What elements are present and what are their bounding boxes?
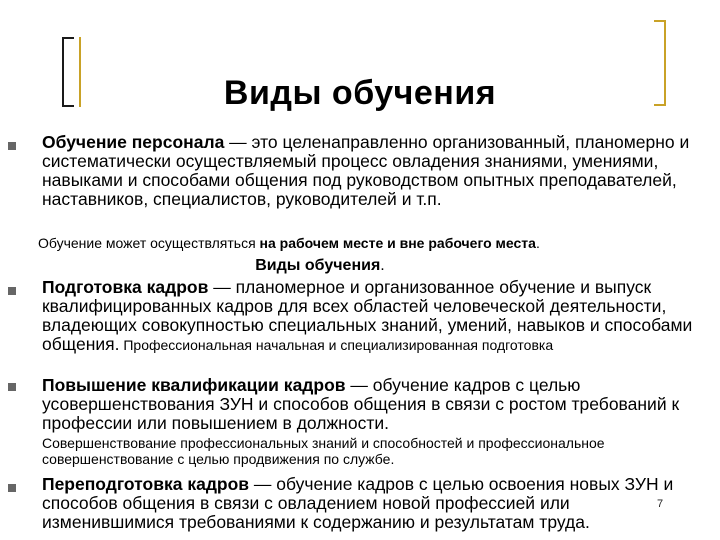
subheading-types: Виды обучения.: [255, 257, 385, 274]
definition-preparation: — планомерное и организованное обучение и выпуск квалифицированных кадров для всех областей человеческой деятельности, владеющих совокупностью специальных знаний, умений, навыков и способами общения.: [42, 277, 693, 354]
page-number: 7: [657, 498, 664, 510]
term-preparation: Подготовка кадров: [42, 277, 209, 297]
definition-training: — это целенаправленно организованный, планомерно и систематически осуществляемый процесс овладения знаниями, умениями, навыками и способами общения под руководством опытных преподавателей, наставников, специалистов, руководителей и т.п.: [42, 132, 690, 209]
right-bracket-decoration: [654, 20, 666, 106]
term-qualification: Повышение квалификации кадров: [42, 375, 346, 395]
left-gold-bar-decoration: [79, 37, 81, 107]
definition-qualification: — обучение кадров с целью усовершенствования ЗУН и способов общения в связи с ростом требований к профессии или повышением в должности.: [42, 375, 680, 433]
term-retraining: Переподготовка кадров: [42, 474, 250, 494]
bullet-square-icon: [8, 287, 16, 295]
note-preparation: Профессиональная начальная и специализированная подготовка: [119, 337, 554, 353]
note-training-places: Обучение может осуществляться на рабочем месте и вне рабочего места.: [38, 235, 540, 251]
left-bracket-decoration: [62, 37, 74, 107]
paragraph-training: [42, 133, 702, 209]
term-training: Обучение персонала: [42, 132, 225, 152]
bullet-square-icon: [8, 142, 16, 150]
note-qualification: Совершенствование профессиональных знаний и способностей и профессиональное совершенствование с целью продвижения по службе.: [42, 435, 605, 467]
paragraph-retraining: [42, 475, 702, 532]
definition-retraining: — обучение кадров с целью освоения новых ЗУН и способов общения в связи с овладением новой профессией или изменившимися требованиями к содержанию и результатам труда.: [42, 474, 674, 532]
slide-title: Виды обучения: [223, 74, 497, 112]
bullet-square-icon: [8, 484, 16, 492]
paragraph-qualification: [42, 376, 702, 433]
bullet-square-icon: [8, 383, 16, 391]
paragraph-preparation: [42, 278, 702, 354]
